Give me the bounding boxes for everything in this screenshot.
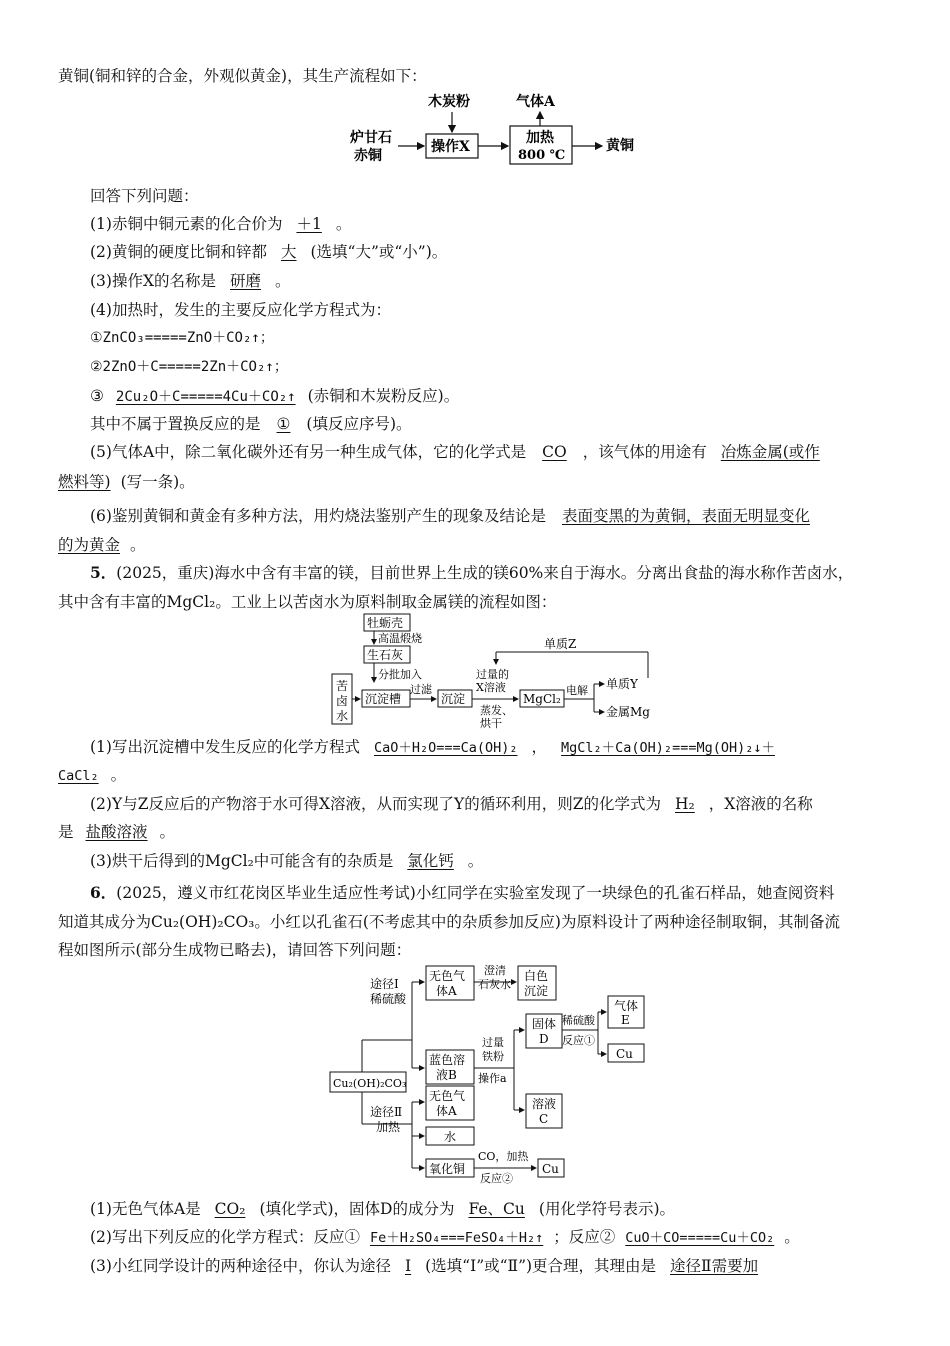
- solution-c-line1: 溶液: [532, 1097, 557, 1111]
- element-y: 单质Y: [606, 677, 638, 691]
- gas-e-line1: 气体: [614, 999, 639, 1013]
- blue-solution-line2: 液B: [436, 1068, 457, 1082]
- q6-stem-line3: 程如图所示(部分生成物已略去)，请回答下列问题：: [58, 941, 412, 959]
- route2-heat: 加热: [376, 1120, 401, 1134]
- charcoal-label: 木炭粉: [428, 94, 470, 110]
- q4-answer3: 研磨: [230, 272, 262, 290]
- q6-part3: (3)小红同学设计的两种途径中，你认为途径 Ⅰ (选填“Ⅰ”或“Ⅱ”)更合理，其理由是 途径Ⅱ需要加: [90, 1257, 759, 1275]
- q5-answer2a: H₂: [675, 795, 695, 813]
- excess-iron-line2: 铁粉: [482, 1050, 504, 1063]
- gas-a-label: 气体A: [516, 94, 555, 110]
- white-precip-line2: 沉淀: [524, 984, 549, 998]
- element-z: 单质Z: [544, 637, 577, 651]
- white-precip-line1: 白色: [524, 969, 549, 983]
- magnesium-flow-diagram: [330, 612, 670, 730]
- excess-label: 过量的: [476, 668, 509, 681]
- q5-part2: (2)Y与Z反应后的产物溶于水可得X溶液，从而实现了Y的循环利用，则Z的化学式为 H₂ ，X溶液的名称: [90, 795, 813, 813]
- malachite-source: Cu₂(OH)₂CO₃: [333, 1077, 407, 1090]
- route1-acid: 稀硫酸: [370, 992, 407, 1006]
- heating-label: 加热: [526, 130, 554, 146]
- gas-e-line2: E: [621, 1013, 630, 1027]
- q4-answer1: ＋1: [296, 215, 322, 233]
- q6-answer1a: CO₂: [214, 1200, 246, 1218]
- gas-a-box-line2: 体A: [436, 984, 457, 998]
- input-cuprite: 赤铜: [354, 148, 382, 164]
- q6-part2: (2)写出下列反应的化学方程式：反应① Fe＋H₂SO₄===FeSO₄＋H₂↑ ；反应② CuO＋CO=====Cu＋CO₂ 。: [90, 1228, 800, 1246]
- copper-oxide-box: 氧化铜: [429, 1162, 466, 1176]
- solution-c-line2: C: [539, 1112, 549, 1126]
- q5-part1: (1)写出沉淀槽中发生反应的化学方程式 CaO＋H₂O===Ca(OH)₂ ， MgCl₂＋Ca(OH)₂===Mg(OH)₂↓＋: [90, 738, 775, 756]
- q4-part5-cont: 燃料等) (写一条)。: [58, 473, 195, 491]
- x-solution-label: X溶液: [476, 681, 506, 694]
- reaction-3-answer: 2Cu₂O＋C=====4Cu＋CO₂↑: [115, 389, 296, 405]
- metal-mg: 金属Mg: [606, 705, 650, 719]
- quicklime: 生石灰: [367, 648, 404, 662]
- q6-answer3a: Ⅰ: [404, 1257, 412, 1275]
- reaction-2: ②2ZnO＋C=====2Zn＋CO₂↑；: [90, 359, 288, 375]
- brine-char-1: 苦: [336, 679, 349, 693]
- q4-part2: (2)黄铜的硬度比铜和锌都 大 (选填“大”或“小”)。: [90, 243, 448, 261]
- acid-label: 稀硫酸: [562, 1014, 595, 1027]
- q5-part2-cont: 是 盐酸溶液 。: [58, 823, 176, 841]
- q5-stem-line2: 其中含有丰富的MgCl₂。工业上以苦卤水为原料制取金属镁的流程如图：: [58, 593, 557, 611]
- input-calamine: 炉甘石: [350, 130, 392, 146]
- q6-answer3b: 途径Ⅱ需要加: [670, 1257, 759, 1275]
- blue-solution-line1: 蓝色溶: [429, 1053, 466, 1067]
- q4-part6: (6)鉴别黄铜和黄金有多种方法，用灼烧法鉴别产生的现象及结论是 表面变黑的为黄铜，表面无明显变化: [90, 507, 810, 525]
- operation-a-label: 操作a: [478, 1072, 507, 1085]
- copper-flow-diagram: [328, 960, 668, 1186]
- q4-part6-cont: 的为黄金 。: [58, 536, 146, 554]
- q4-answer2: 大: [280, 243, 297, 261]
- evaporate-label: 蒸发、: [480, 704, 513, 717]
- q6-number: 6．: [90, 883, 117, 902]
- q4-answer5a: CO: [542, 443, 567, 461]
- precipitation-tank: 沉淀槽: [365, 692, 402, 706]
- reaction-3: ③ 2Cu₂O＋C=====4Cu＋CO₂↑ (赤铜和木炭粉反应)。: [90, 387, 460, 405]
- brass-flow-diagram: [340, 90, 660, 170]
- brine-char-3: 水: [336, 709, 349, 723]
- gas-a2-box-line2: 体A: [436, 1104, 457, 1118]
- solid-d-line1: 固体: [532, 1017, 557, 1031]
- copper-product-2: Cu: [542, 1162, 559, 1176]
- water-box: 水: [444, 1130, 457, 1144]
- limewater-line1: 澄清: [484, 964, 506, 977]
- q4-answer4: ①: [276, 415, 291, 433]
- q4-part3: (3)操作X的名称是 研磨 。: [90, 272, 291, 290]
- q5-part3: (3)烘干后得到的MgCl₂中可能含有的杂质是 氯化钙 。: [90, 852, 484, 870]
- q4-answer6: 表面变黑的为黄铜，表面无明显变化: [561, 507, 810, 525]
- reaction2-label: 反应②: [480, 1172, 513, 1185]
- brine-char-2: 卤: [336, 694, 349, 708]
- gas-a-box-line1: 无色气: [429, 969, 466, 983]
- co-heat-label: CO，加热: [478, 1150, 529, 1163]
- excess-iron-line1: 过量: [482, 1036, 504, 1049]
- q6-stem-line2: 知道其成分为Cu₂(OH)₂CO₃。小红以孔雀石(不考虑其中的杂质参加反应)为原料设计了两种途径制取铜，其制备流: [58, 913, 840, 931]
- add-batch-label: 分批加入: [378, 668, 422, 681]
- reaction1-label: 反应①: [562, 1034, 595, 1047]
- q4-prompt: 回答下列问题：: [90, 187, 199, 205]
- heating-temperature: 800 ℃: [518, 148, 566, 163]
- q4-part5: (5)气体A中，除二氧化碳外还有另一种生成气体，它的化学式是 CO ，该气体的用途有 冶炼金属(或作: [90, 443, 820, 461]
- operation-x-label: 操作X: [431, 139, 470, 155]
- q6-stem-line1: 6．(2025，遵义市红花岗区毕业生适应性考试)小红同学在实验室发现了一块绿色的孔雀石样品，她查阅资料: [90, 883, 835, 902]
- q5-number: 5．: [90, 563, 117, 582]
- q4-part4: (4)加热时，发生的主要反应化学方程式为：: [90, 301, 391, 319]
- intro-text: 黄铜(铜和锌的合金，外观似黄金)，其生产流程如下：: [58, 67, 427, 85]
- oyster-shell: 牡蛎壳: [367, 616, 404, 630]
- q5-answer2b: 盐酸溶液: [85, 823, 148, 841]
- q5-part1-cont: CaCl₂ 。: [58, 766, 127, 784]
- q4-answer5b: 冶炼金属(或作: [720, 443, 820, 461]
- limewater-line2: 石灰水: [478, 978, 511, 991]
- q4-part4b: 其中不属于置换反应的是 ① (填反应序号)。: [90, 415, 412, 433]
- q6-answer1b: Fe、Cu: [468, 1200, 525, 1218]
- gas-a2-box-line1: 无色气: [429, 1089, 466, 1103]
- solid-d-line2: D: [539, 1032, 549, 1046]
- filter-label: 过滤: [410, 683, 432, 696]
- q5-answer1b: MgCl₂＋Ca(OH)₂===Mg(OH)₂↓＋: [561, 740, 775, 756]
- q6-answer2a: Fe＋H₂SO₄===FeSO₄＋H₂↑: [369, 1230, 544, 1246]
- q5-stem-line1: 5．(2025，重庆)海水中含有丰富的镁，目前世界上生成的镁60%来自于海水。分离出食盐的海水称作苦卤水，: [90, 563, 854, 582]
- reaction-1: ①ZnCO₃=====ZnO＋CO₂↑；: [90, 330, 274, 346]
- product-brass: 黄铜: [606, 138, 634, 154]
- route2-label: 途径Ⅱ: [370, 1105, 403, 1119]
- route1-label: 途径Ⅰ: [370, 977, 399, 991]
- electrolysis-label: 电解: [566, 684, 588, 697]
- mgcl2-box: MgCl₂: [523, 692, 561, 706]
- q4-part1: (1)赤铜中铜元素的化合价为 ＋1 。: [90, 215, 352, 233]
- dry-label: 烘干: [480, 717, 502, 730]
- q6-part1: (1)无色气体A是 CO₂ (填化学式)，固体D的成分为 Fe、Cu (用化学符号表示)。: [90, 1200, 676, 1218]
- copper-product-1: Cu: [616, 1047, 633, 1061]
- q5-answer1a: CaO＋H₂O===Ca(OH)₂: [373, 740, 518, 756]
- q6-answer2b: CuO＋CO=====Cu＋CO₂: [625, 1230, 775, 1246]
- q5-answer3: 氯化钙: [407, 852, 454, 870]
- calcine-label: 高温煅烧: [378, 632, 422, 645]
- precipitate: 沉淀: [441, 692, 466, 706]
